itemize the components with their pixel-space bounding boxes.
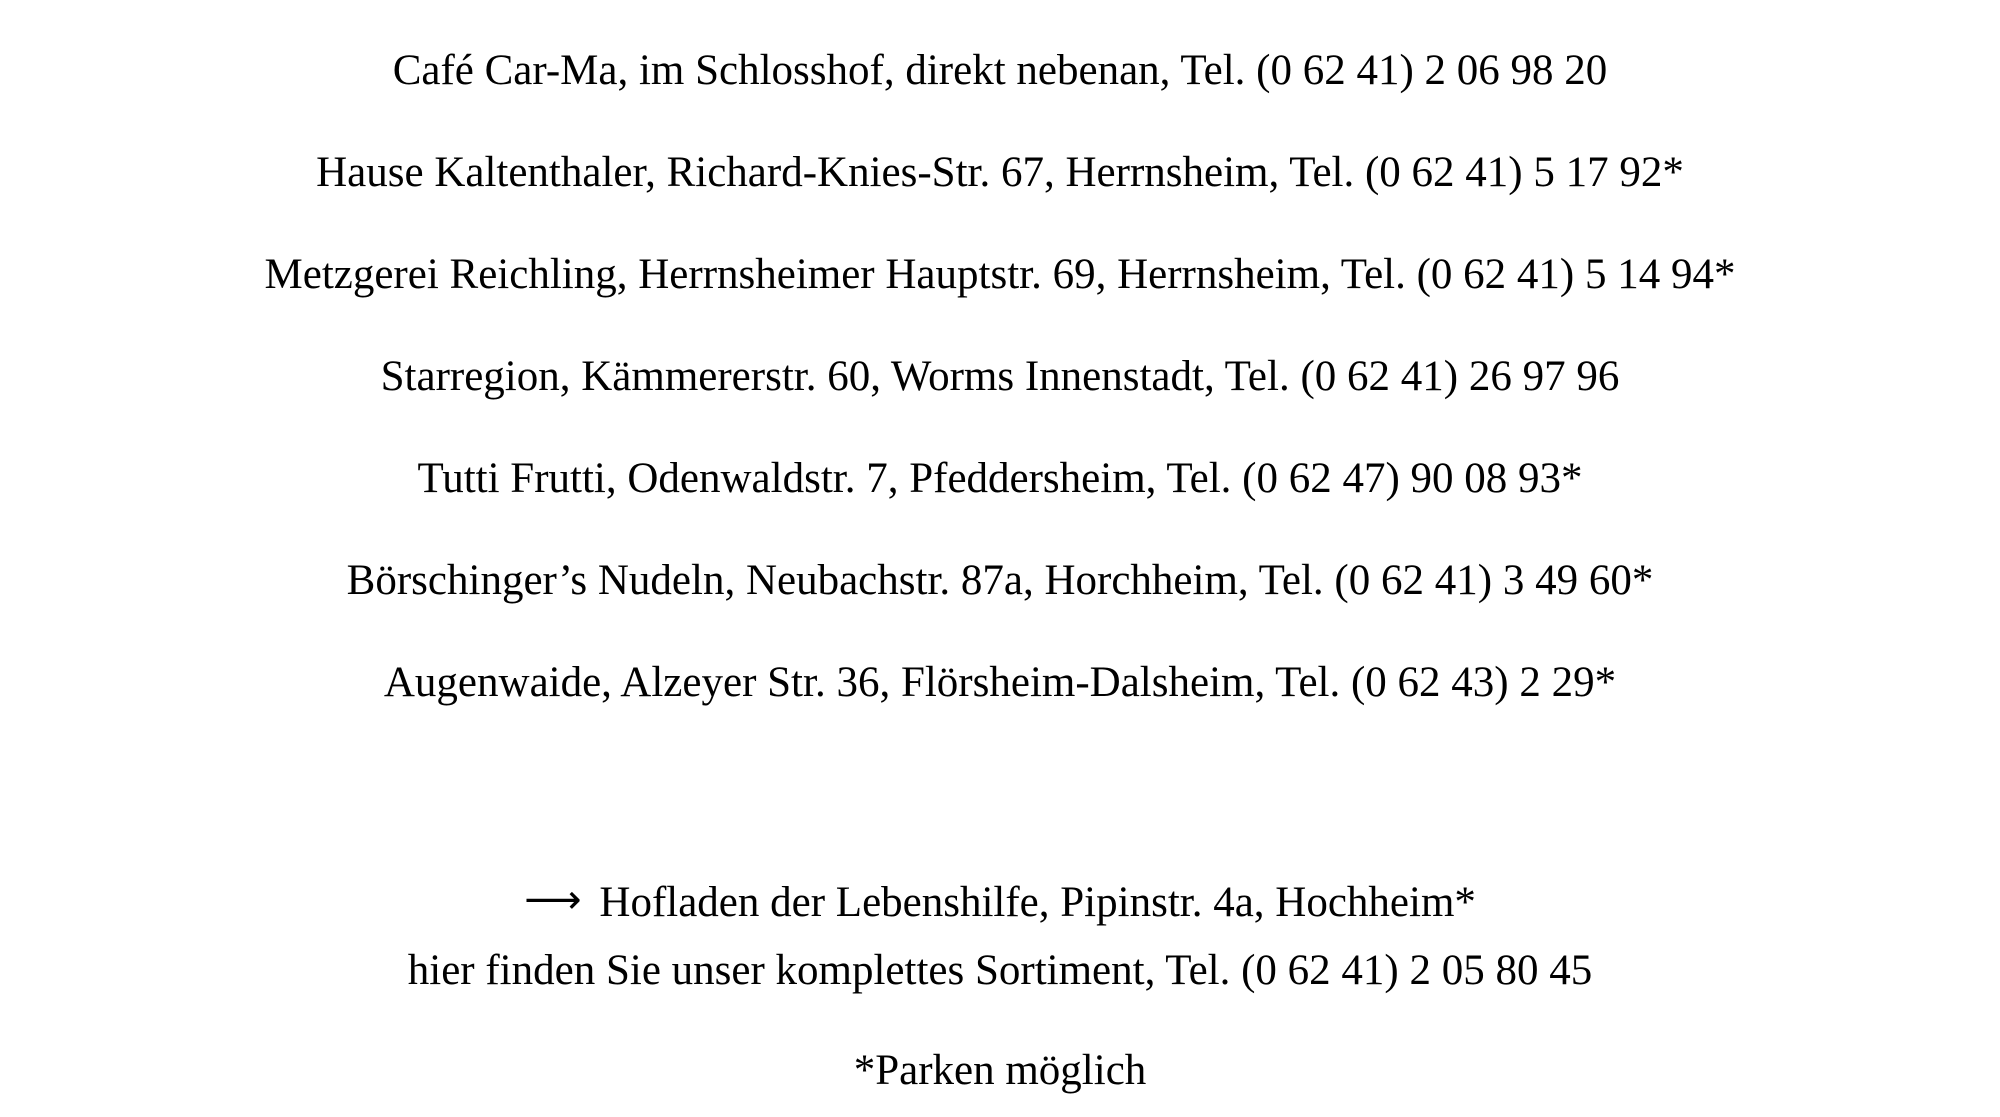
hofladen-highlight [0, 869, 2000, 1005]
location-line: Starregion, Kämmererstr. 60, Worms Innenstadt, Tel. (0 62 41) 26 97 96 [380, 353, 1620, 400]
sortiment-line: hier finden Sie unser komplettes Sortiment, Tel. (0 62 41) 2 05 80 45 [407, 947, 1593, 994]
location-line: Tutti Frutti, Odenwaldstr. 7, Pfeddersheim, Tel. (0 62 47) 90 08 93* [417, 455, 1583, 502]
location-line: Hause Kaltenthaler, Richard-Knies-Str. 67, Herrnsheim, Tel. (0 62 41) 5 17 92* [316, 149, 1684, 196]
location-line: Metzgerei Reichling, Herrnsheimer Hauptstr. 69, Herrnsheim, Tel. (0 62 41) 5 14 94* [264, 251, 1736, 298]
long-right-arrow-icon: ⟶ [524, 877, 582, 923]
footnote: *Parken möglich [853, 1047, 1147, 1094]
location-line: Augenwaide, Alzeyer Str. 36, Flörsheim-Dalsheim, Tel. (0 62 43) 2 29* [383, 659, 1617, 706]
location-line: Café Car-Ma, im Schlosshof, direkt nebenan, Tel. (0 62 41) 2 06 98 20 [392, 47, 1608, 94]
location-line: Börschinger’s Nudeln, Neubachstr. 87a, Horchheim, Tel. (0 62 41) 3 49 60* [346, 557, 1654, 604]
hofladen-line-text: Hofladen der Lebenshilfe, Pipinstr. 4a, Hochheim* [599, 879, 1476, 926]
hofladen-line [0, 869, 2000, 937]
